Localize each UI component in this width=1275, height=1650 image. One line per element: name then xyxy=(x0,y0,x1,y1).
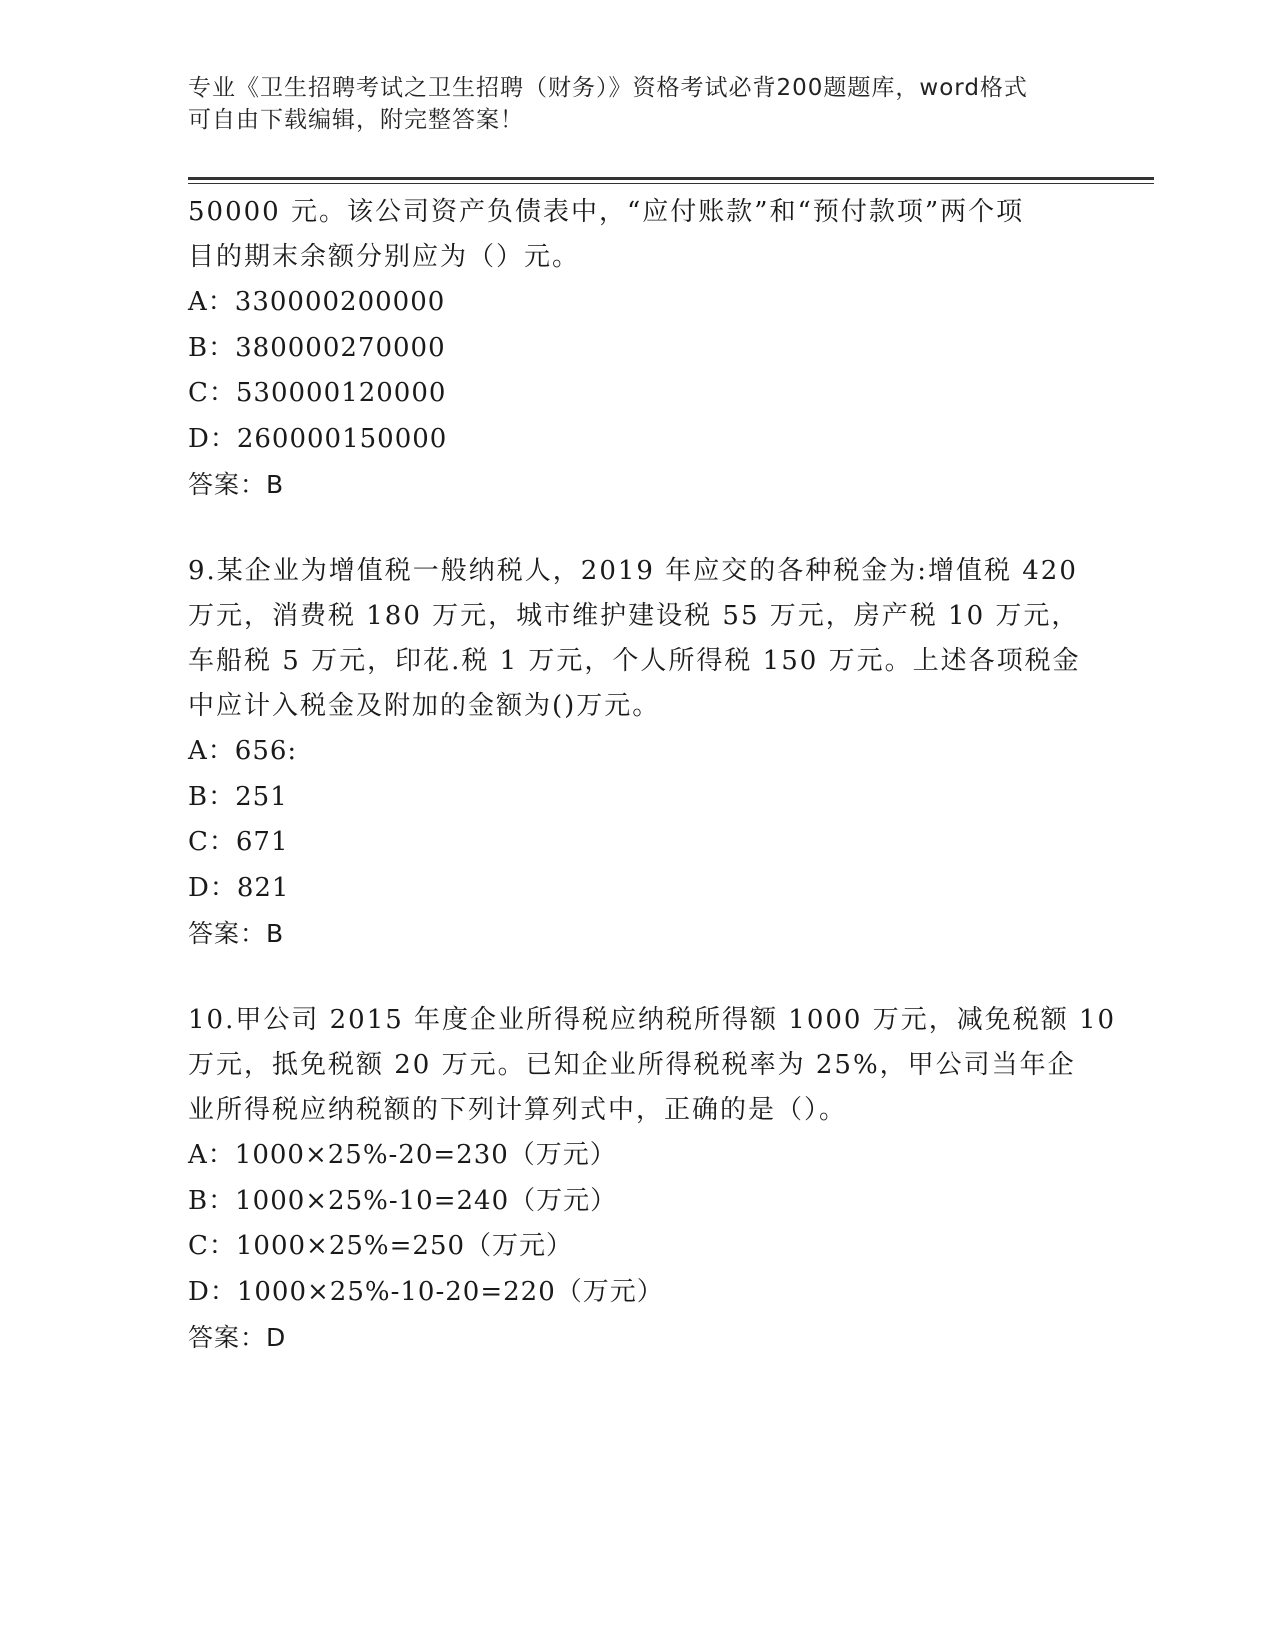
option-a: A：330000200000 xyxy=(188,287,446,317)
option-c: C：530000120000 xyxy=(188,378,447,408)
option-b: B：251 xyxy=(188,781,288,812)
document-header xyxy=(188,72,1068,136)
option-d: D：260000150000 xyxy=(188,423,448,454)
option-a: A：1000×25%-20=230（万元） xyxy=(188,1140,617,1170)
answer-line: 答案：D xyxy=(188,1323,287,1352)
option-b: B：380000270000 xyxy=(188,332,446,363)
answer-line: 答案：B xyxy=(188,470,285,499)
option-c: C：671 xyxy=(188,827,289,857)
question-text-line: 中应计入税金及附加的金额为()万元。 xyxy=(188,691,661,721)
question-block-10 xyxy=(188,998,1117,1360)
header-title-line-1: 专业《卫生招聘考试之卫生招聘（财务）》资格考试必背200题题库，word格式 xyxy=(188,75,1028,101)
header-title-line-2: 可自由下载编辑，附完整答案！ xyxy=(188,107,524,133)
question-text-line: 业所得税应纳税额的下列计算列式中，正确的是（）。 xyxy=(188,1095,848,1125)
question-text-line: 50000 元。该公司资产负债表中，“应付账款”和“预付款项”两个项 xyxy=(188,197,1025,227)
question-text-line: 目的期末余额分别应为（）元。 xyxy=(188,242,581,272)
option-d: D：1000×25%-10-20=220（万元） xyxy=(188,1276,664,1307)
question-block-9 xyxy=(188,549,1088,956)
option-a: A：656: xyxy=(188,736,298,766)
option-c: C：1000×25%=250（万元） xyxy=(188,1231,574,1261)
question-block-continued xyxy=(188,190,1088,507)
question-text-line: 车船税 5 万元，印花.税 1 万元，个人所得税 150 万元。上述各项税金 xyxy=(188,646,1081,676)
document-body xyxy=(188,190,1117,1360)
question-text-line: 9.某企业为增值税一般纳税人，2019 年应交的各种税金为:增值税 420 xyxy=(188,556,1078,586)
question-text-line: 10.甲公司 2015 年度企业所得税应纳税所得额 1000 万元，减免税额 10 xyxy=(188,1005,1117,1035)
header-divider-thin xyxy=(188,183,1154,184)
header-divider-thick xyxy=(188,177,1154,180)
question-text-line: 万元，抵免税额 20 万元。已知企业所得税税率为 25%，甲公司当年企 xyxy=(188,1050,1076,1080)
option-d: D：821 xyxy=(188,872,290,903)
answer-line: 答案：B xyxy=(188,919,285,948)
option-b: B：1000×25%-10=240（万元） xyxy=(188,1185,618,1216)
question-text-line: 万元，消费税 180 万元，城市维护建设税 55 万元，房产税 10 万元， xyxy=(188,601,1080,631)
